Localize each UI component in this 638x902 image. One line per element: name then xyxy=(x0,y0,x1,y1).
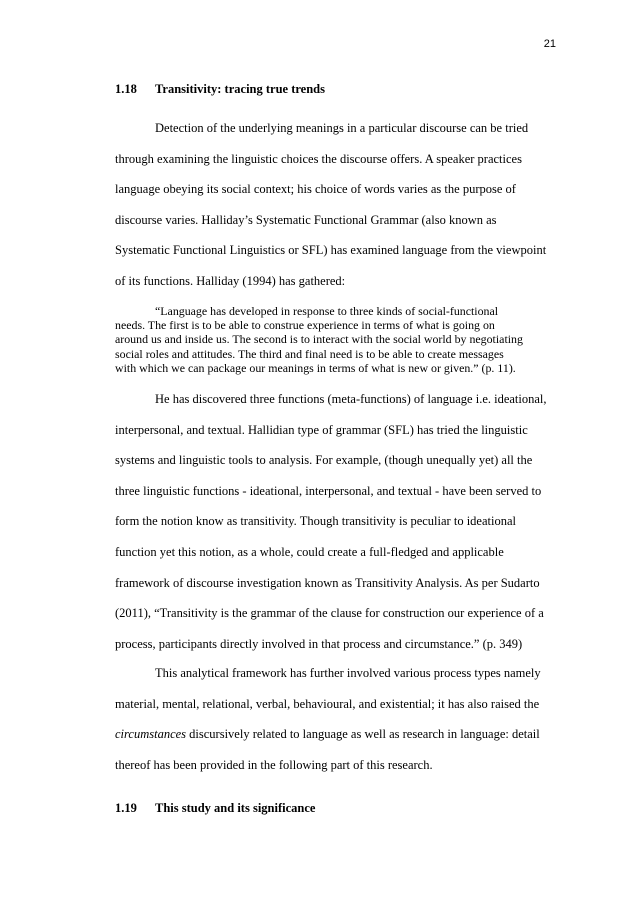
text-fragment: discursively related to language as well as research in language: detail xyxy=(186,727,540,742)
text-line: This analytical framework has further involved various process types namely xyxy=(155,666,541,680)
text-line: Systematic Functional Linguistics or SFL) has examined language from the viewpoint xyxy=(115,243,547,258)
section-heading-1-19 xyxy=(115,801,535,816)
text-line: language obeying its social context; his choice of words varies as the purpose of xyxy=(115,182,516,197)
text-line: systems and linguistic tools to analysis. For example, (though unequally yet) all the xyxy=(115,453,533,468)
page-number: 21 xyxy=(543,38,556,50)
italic-term: circumstances xyxy=(115,727,187,742)
text-line xyxy=(115,727,543,758)
paragraph-analytical-framework xyxy=(115,666,543,788)
text-line: material, mental, relational, verbal, behavioural, and existential; it has also raised the xyxy=(115,696,540,711)
quote-line: “Language has developed in response to three kinds of social-functional xyxy=(155,304,499,318)
quote-line: around us and inside us. The second is to interact with the social world by negotiating xyxy=(115,332,523,347)
text-line: Detection of the underlying meanings in a particular discourse can be tried xyxy=(155,121,529,135)
text-line: discourse varies. Halliday’s Systematic Functional Grammar (also known as xyxy=(115,212,497,227)
text-line: thereof has been provided in the following part of this research. xyxy=(115,757,433,772)
text-line: framework of discourse investigation known as Transitivity Analysis. As per Sudarto xyxy=(115,575,540,590)
quote-line: needs. The first is to be able to construe experience in terms of what is going on xyxy=(115,318,495,333)
quote-line: with which we can package our meanings in terms of what is new or given.” (p. 11). xyxy=(115,360,516,375)
paragraph-meta-functions xyxy=(115,392,547,667)
section-number: 1.19 xyxy=(115,801,137,815)
section-title: This study and its significance xyxy=(155,801,316,815)
text-line: He has discovered three functions (meta-functions) of language i.e. ideational, xyxy=(155,392,547,406)
text-line: interpersonal, and textual. Hallidian type of grammar (SFL) has tried the linguistic xyxy=(115,422,528,437)
text-line: process, participants directly involved in that process and circumstance.” (p. 349) xyxy=(115,636,523,651)
text-line: through examining the linguistic choices the discourse offers. A speaker practices xyxy=(115,151,522,166)
section-number: 1.18 xyxy=(115,82,137,96)
text-line: form the notion know as transitivity. Though transitivity is peculiar to ideational xyxy=(115,514,516,529)
text-line: (2011), “Transitivity is the grammar of the clause for construction our experience of a xyxy=(115,606,544,621)
section-title: Transitivity: tracing true trends xyxy=(155,82,326,96)
paragraph-transitivity-intro xyxy=(115,121,547,305)
text-line: of its functions. Halliday (1994) has gathered: xyxy=(115,273,346,288)
text-line: three linguistic functions - ideational, interpersonal, and textual - have been served to xyxy=(115,483,542,498)
section-heading-1-18 xyxy=(115,82,535,97)
text-line: function yet this notion, as a whole, could create a full-fledged and applicable xyxy=(115,544,504,559)
quote-line: social roles and attitudes. The third and final need is to be able to create messages xyxy=(115,346,504,361)
block-quote-halliday xyxy=(115,304,543,375)
